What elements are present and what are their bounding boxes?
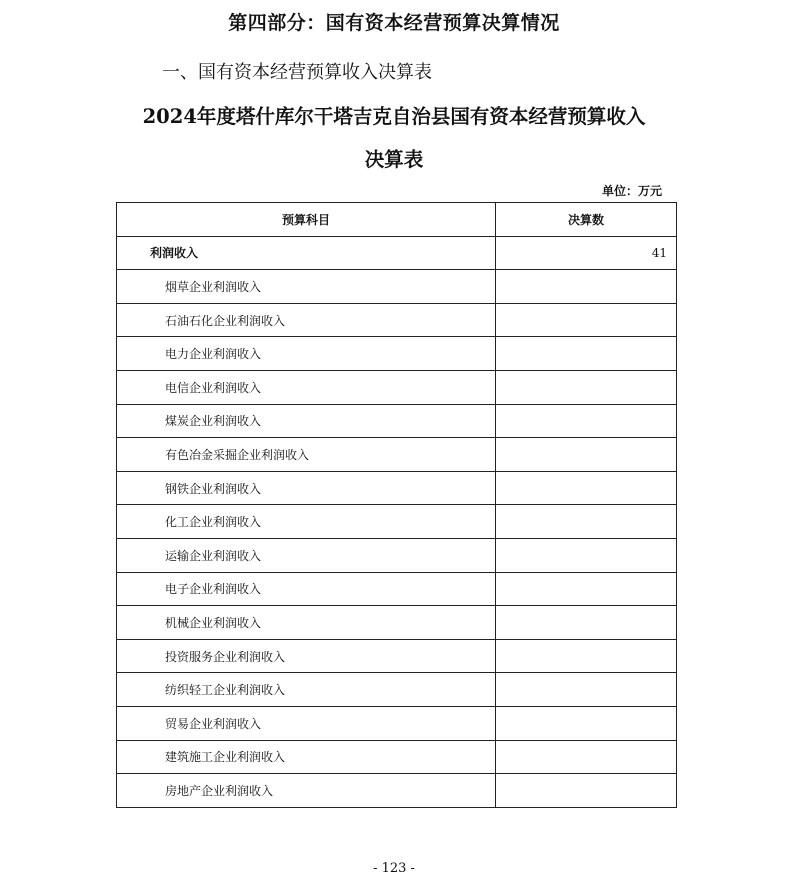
table-row bbox=[117, 270, 677, 304]
header-final-amount: 决算数 bbox=[496, 203, 677, 237]
item-label: 纺织轻工企业利润收入 bbox=[117, 673, 496, 707]
item-value bbox=[496, 774, 677, 808]
item-value bbox=[496, 303, 677, 337]
item-value bbox=[496, 673, 677, 707]
table-row bbox=[117, 639, 677, 673]
item-label: 房地产企业利润收入 bbox=[117, 774, 496, 808]
budget-table bbox=[116, 202, 677, 808]
part-title: 第四部分：国有资本经营预算决算情况 bbox=[228, 12, 560, 34]
item-label: 有色冶金采掘企业利润收入 bbox=[117, 438, 496, 472]
table-title-continued: 决算表 bbox=[364, 148, 424, 171]
item-value bbox=[496, 572, 677, 606]
item-label: 运输企业利润收入 bbox=[117, 538, 496, 572]
item-value bbox=[496, 740, 677, 774]
table-row bbox=[117, 673, 677, 707]
page-number: - 123 - bbox=[373, 861, 415, 876]
item-value bbox=[496, 505, 677, 539]
table-title: 2024年度塔什库尔干塔吉克自治县国有资本经营预算收入 bbox=[142, 105, 646, 128]
item-value bbox=[496, 370, 677, 404]
table-row bbox=[117, 774, 677, 808]
item-label: 投资服务企业利润收入 bbox=[117, 639, 496, 673]
table-row bbox=[117, 505, 677, 539]
item-label: 电力企业利润收入 bbox=[117, 337, 496, 371]
table-row bbox=[117, 538, 677, 572]
unit-label: 单位：万元 bbox=[601, 184, 662, 198]
item-value bbox=[496, 438, 677, 472]
table-row bbox=[117, 740, 677, 774]
item-value bbox=[496, 706, 677, 740]
table-row bbox=[117, 572, 677, 606]
item-label: 建筑施工企业利润收入 bbox=[117, 740, 496, 774]
item-label: 电子企业利润收入 bbox=[117, 572, 496, 606]
table-row bbox=[117, 337, 677, 371]
item-value bbox=[496, 538, 677, 572]
item-label: 烟草企业利润收入 bbox=[117, 270, 496, 304]
item-label: 钢铁企业利润收入 bbox=[117, 471, 496, 505]
item-label: 化工企业利润收入 bbox=[117, 505, 496, 539]
item-value bbox=[496, 639, 677, 673]
table-row bbox=[117, 471, 677, 505]
table-row bbox=[117, 370, 677, 404]
category-row bbox=[117, 236, 677, 270]
category-label: 利润收入 bbox=[117, 236, 496, 270]
table-row bbox=[117, 404, 677, 438]
item-value bbox=[496, 471, 677, 505]
table-row bbox=[117, 606, 677, 640]
item-value bbox=[496, 606, 677, 640]
item-label: 石油石化企业利润收入 bbox=[117, 303, 496, 337]
table-row bbox=[117, 706, 677, 740]
item-value bbox=[496, 337, 677, 371]
table-header-row bbox=[117, 203, 677, 237]
table-row bbox=[117, 438, 677, 472]
section-title: 一、国有资本经营预算收入决算表 bbox=[162, 62, 432, 83]
item-value bbox=[496, 404, 677, 438]
header-budget-subject: 预算科目 bbox=[117, 203, 496, 237]
category-value: 41 bbox=[496, 236, 677, 270]
item-label: 煤炭企业利润收入 bbox=[117, 404, 496, 438]
item-value bbox=[496, 270, 677, 304]
item-label: 贸易企业利润收入 bbox=[117, 706, 496, 740]
item-label: 电信企业利润收入 bbox=[117, 370, 496, 404]
table-row bbox=[117, 303, 677, 337]
item-label: 机械企业利润收入 bbox=[117, 606, 496, 640]
